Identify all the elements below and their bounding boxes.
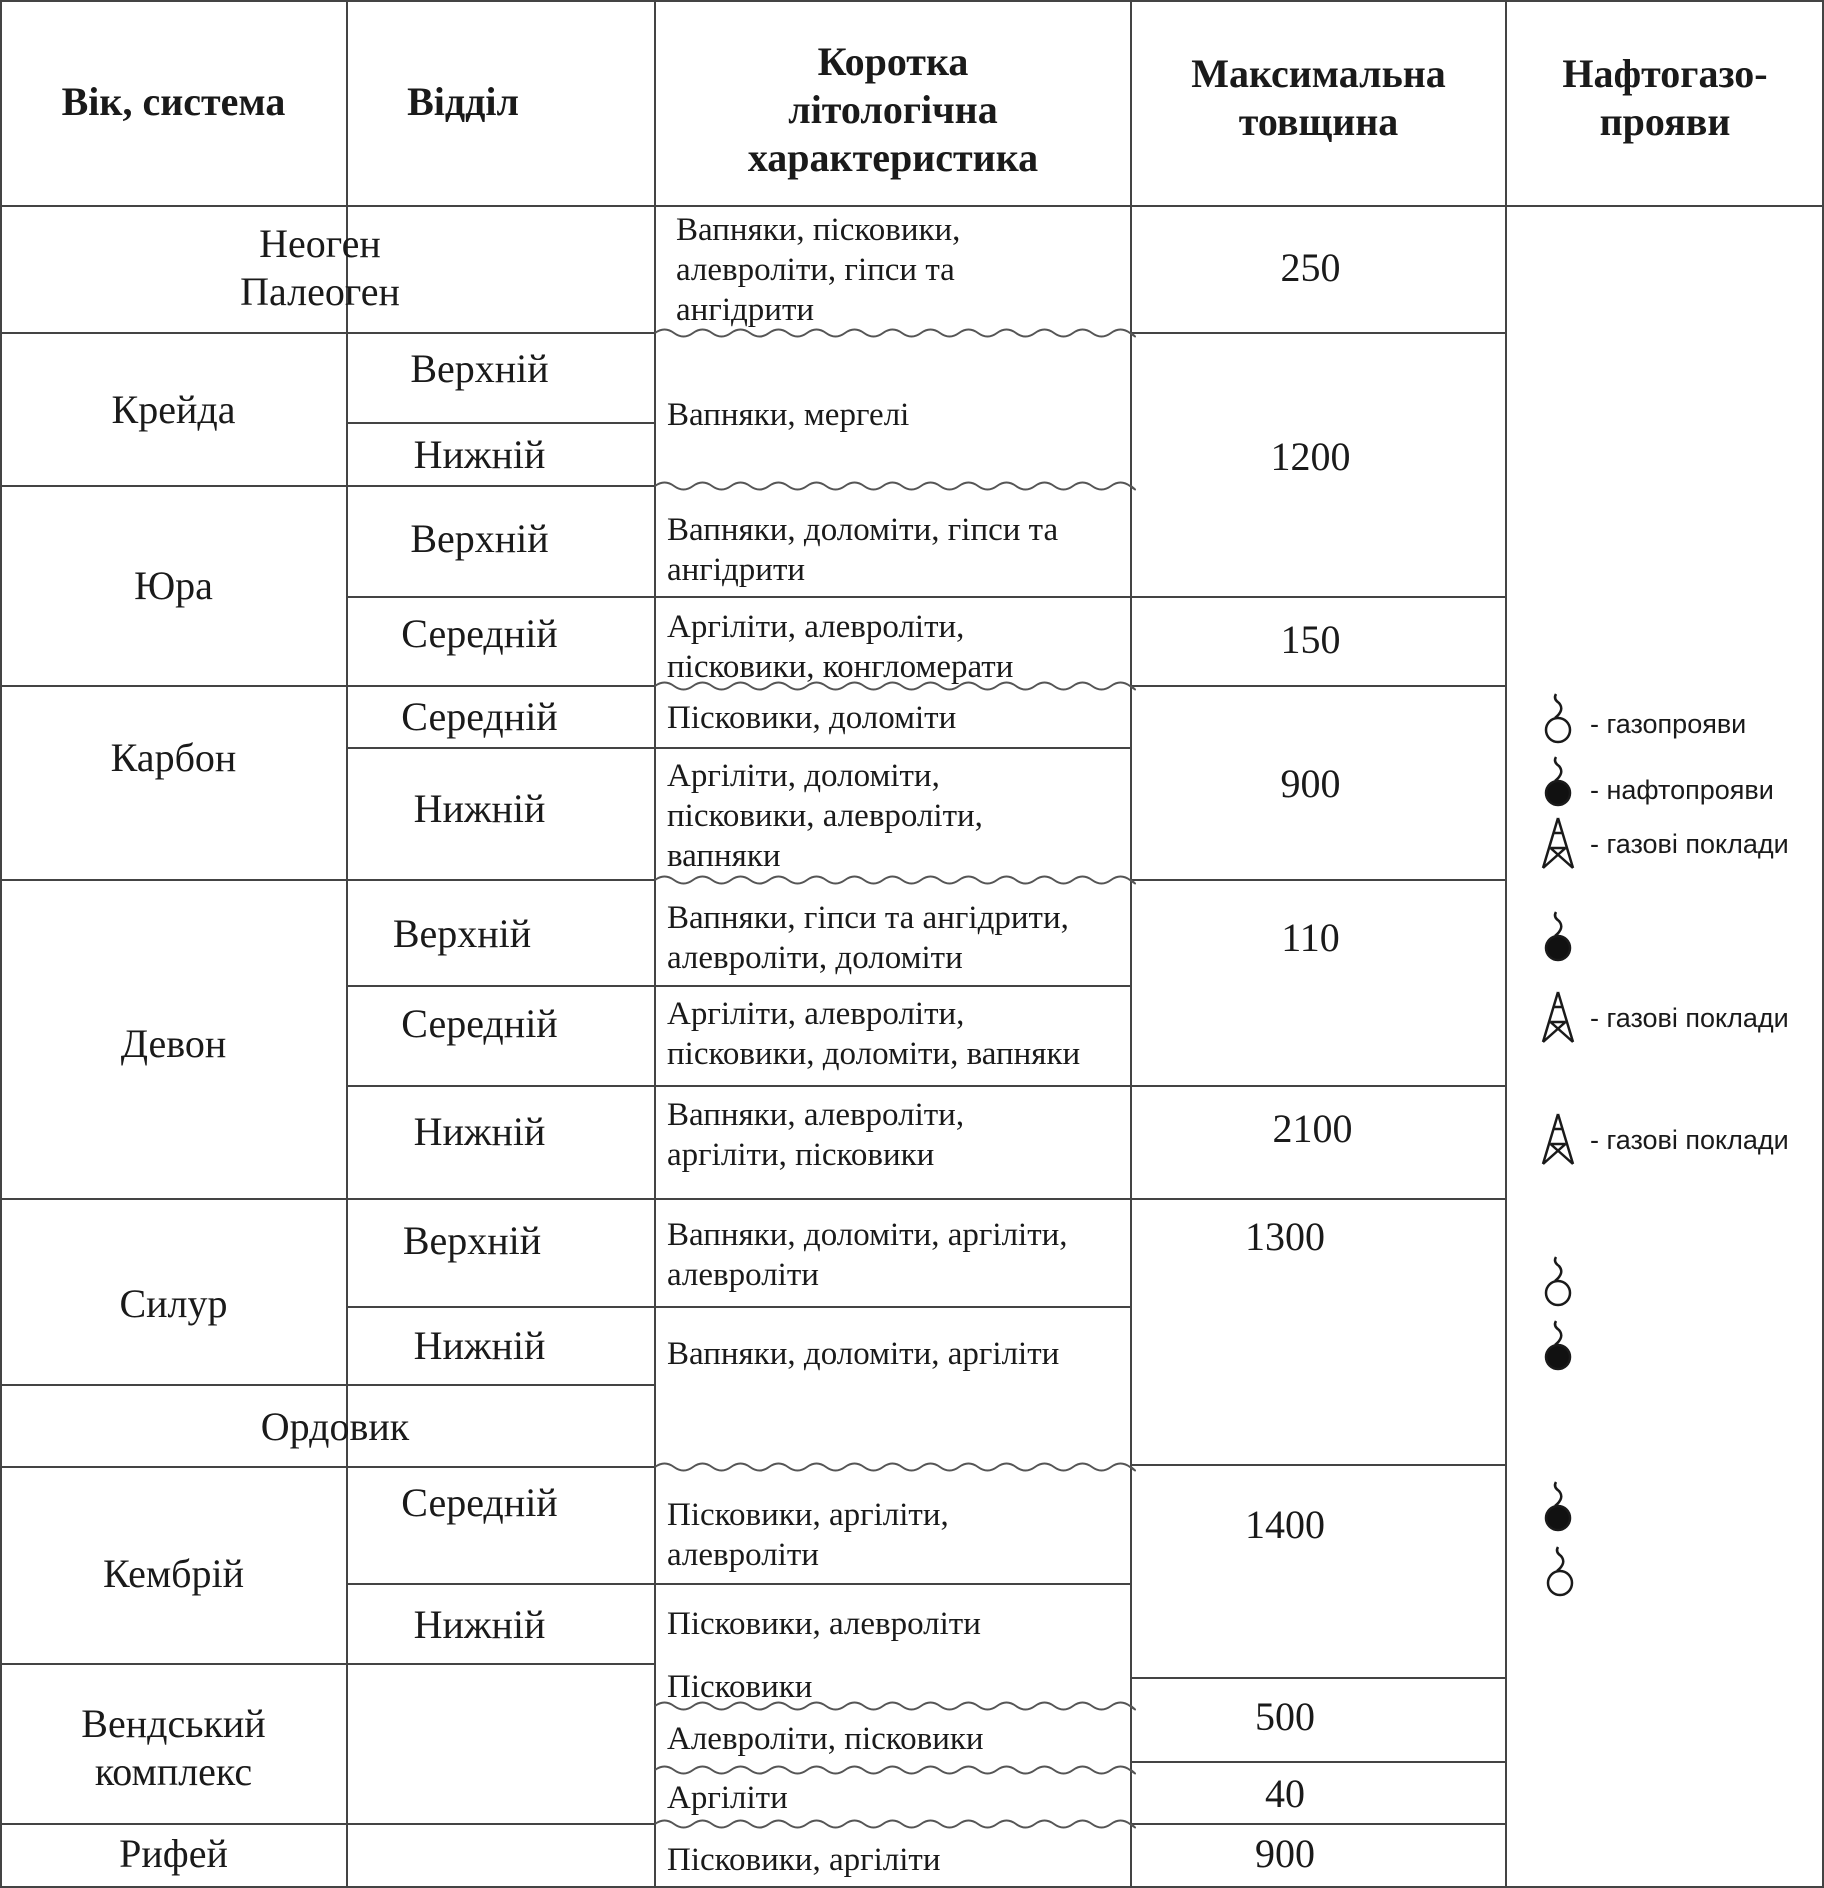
system-jurassic: Юра <box>134 563 213 608</box>
thickness-vendian-lower: 40 <box>1265 1771 1305 1816</box>
system-ordovician: Ордовик <box>260 1404 410 1449</box>
division-carboniferous-lower: Нижній <box>413 786 546 831</box>
thickness-jurassic-middle: 150 <box>1280 617 1341 662</box>
lithology-carboniferous-lower: Аргіліти, доломіти, пісковики, алевроліти, вапняки <box>667 758 983 874</box>
filled-drop-icon <box>1546 757 1570 805</box>
thickness-neogene-paleogene: 250 <box>1280 245 1341 290</box>
thickness-devonian-lower: 2100 <box>1272 1106 1353 1151</box>
division-jurassic-upper: Верхній <box>410 516 549 561</box>
legend-gas-deposits-devonian-middle: - газові поклади <box>1590 1003 1789 1033</box>
oil-gas-symbols <box>1543 694 1573 1595</box>
lithology-cambrian-lower: Пісковики, алевроліти <box>667 1606 981 1642</box>
lithology-devonian-lower: Вапняки, алевроліти, аргіліти, пісковики <box>667 1097 965 1173</box>
division-cretaceous-upper: Верхній <box>410 346 549 391</box>
thickness-riphean: 900 <box>1255 1831 1315 1876</box>
wavy-boundary-1 <box>655 330 1135 337</box>
system-neogene-paleogene: Неоген Палеоген <box>240 221 400 314</box>
thickness-carboniferous: 900 <box>1280 761 1341 806</box>
division-cambrian-middle: Середній <box>401 1480 558 1525</box>
filled-drop-icon <box>1546 912 1570 960</box>
wavy-boundary-2 <box>655 483 1135 490</box>
legend-gas-deposits: - газові поклади <box>1590 829 1789 859</box>
thickness-vendian-upper: 500 <box>1255 1694 1315 1739</box>
lithology-cretaceous: Вапняки, мергелі <box>667 397 910 433</box>
legend-oil-shows: - нафтопрояви <box>1590 775 1774 805</box>
derrick-icon <box>1543 992 1573 1042</box>
thickness-cambrian: 1400 <box>1245 1502 1325 1547</box>
header-age: Вік, система <box>61 79 286 124</box>
system-cretaceous: Крейда <box>111 387 236 432</box>
lithology-silurian-lower-ordovician: Вапняки, доломіти, аргіліти <box>667 1336 1060 1372</box>
filled-drop-icon <box>1546 1482 1570 1530</box>
wavy-boundary-8 <box>655 1821 1135 1828</box>
division-cretaceous-lower: Нижній <box>413 432 546 477</box>
lithology-devonian-upper: Вапняки, гіпси та ангідрити, алевроліти, доломіти <box>667 900 1069 976</box>
lithology-jurassic-upper: Вапняки, доломіти, гіпси та ангідрити <box>667 512 1059 588</box>
lithology-devonian-middle: Аргіліти, алевроліти, пісковики, доломіти, вапняки <box>667 996 1081 1072</box>
division-silurian-upper: Верхній <box>402 1218 542 1263</box>
lithology-cambrian-middle: Пісковики, аргіліти, алевроліти <box>667 1497 949 1573</box>
division-jurassic-middle: Середній <box>401 611 558 656</box>
system-riphean: Рифей <box>119 1831 228 1876</box>
lithology-silurian-upper: Вапняки, доломіти, аргіліти, алевроліти <box>667 1217 1068 1293</box>
division-cambrian-lower: Нижній <box>413 1602 546 1647</box>
header-thickness: Максимальна товщина <box>1191 51 1446 144</box>
header-division: Відділ <box>407 79 519 124</box>
legend-gas-deposits-devonian-lower: - газові поклади <box>1590 1125 1789 1155</box>
lithology-jurassic-middle: Аргіліти, алевроліти, пісковики, конгломерати <box>667 609 1014 685</box>
thickness-cretaceous-jurassic: 1200 <box>1270 434 1351 479</box>
thickness-silurian-ordovician: 1300 <box>1245 1214 1325 1259</box>
system-vendian: Вендський комплекс <box>81 1701 266 1794</box>
lithology-riphean: Пісковики, аргіліти <box>667 1842 941 1878</box>
filled-drop-icon <box>1546 1321 1570 1369</box>
lithology-vendian-2: Алевроліти, пісковики <box>667 1721 984 1757</box>
wavy-boundary-7 <box>655 1767 1135 1774</box>
legend-gas-shows: - газопрояви <box>1590 709 1747 739</box>
system-cambrian: Кембрій <box>102 1551 245 1596</box>
system-devonian: Девон <box>120 1021 227 1066</box>
hollow-drop-icon <box>1546 694 1570 742</box>
system-carboniferous: Карбон <box>110 735 237 780</box>
header-shows: Нафтогазо- прояви <box>1562 51 1768 144</box>
wavy-boundary-4 <box>655 877 1135 884</box>
division-devonian-upper: Верхній <box>392 911 532 956</box>
derrick-icon <box>1543 1114 1573 1164</box>
hollow-drop-icon <box>1548 1547 1572 1595</box>
derrick-icon <box>1543 818 1573 868</box>
wavy-boundary-5 <box>655 1464 1135 1471</box>
system-silurian: Силур <box>119 1281 228 1326</box>
lithology-vendian-3: Аргіліти <box>667 1780 788 1816</box>
division-devonian-lower: Нижній <box>413 1109 546 1154</box>
hollow-drop-icon <box>1546 1257 1570 1305</box>
header-lithology: Коротка літологічна характеристика <box>747 39 1039 180</box>
division-devonian-middle: Середній <box>401 1001 558 1046</box>
lithology-vendian-1: Пісковики <box>667 1669 813 1705</box>
thickness-devonian-upper-middle: 110 <box>1281 915 1340 960</box>
division-carboniferous-middle: Середній <box>401 694 558 739</box>
division-silurian-lower: Нижній <box>413 1323 546 1368</box>
lithology-carboniferous-middle: Пісковики, доломіти <box>667 700 957 736</box>
lithology-neogene-paleogene: Вапняки, пісковики, алевроліти, гіпси та ангідрити <box>676 212 961 328</box>
